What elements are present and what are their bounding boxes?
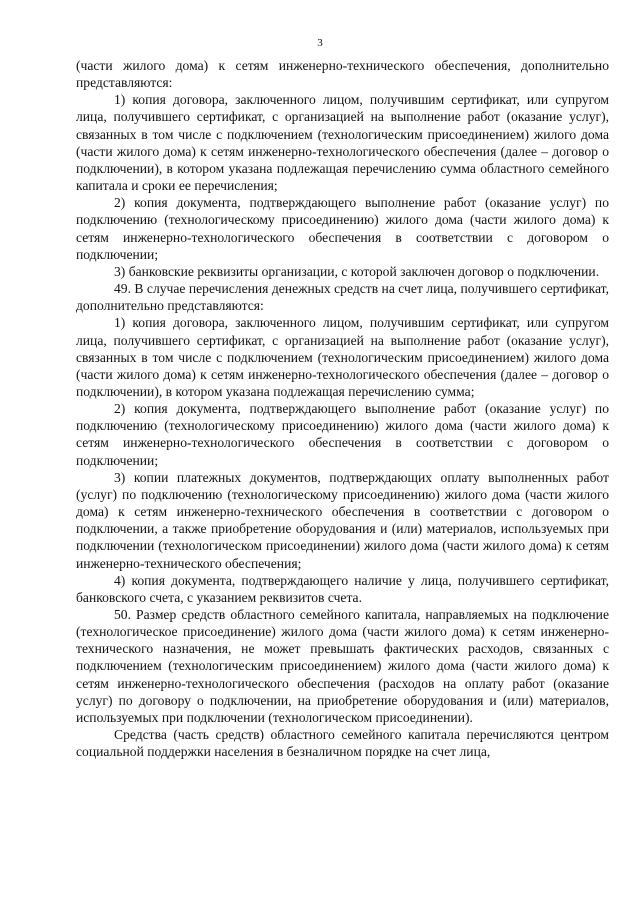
paragraph-49-item-1: 1) копия договора, заключенного лицом, получившим сертификат, или супругом лица, получившего сертификат, с организацией на выполнение работ (оказание услуг), связанных в том числе с подключением (технологическим присоединением) жилого дома (части жилого дома) к сетям инженерно-технологического обеспечения (далее – договор о подключении), в котором указана подлежащая перечислению сумма;: [76, 315, 609, 399]
paragraph-49-item-3: 3) копии платежных документов, подтверждающих оплату выполненных работ (услуг) по подключению (технологическому присоединению) жилого дома (части жилого дома) к сетям инженерно-технического обеспечения в соответствии с договором о подключении, а также приобретение оборудования и (или) материалов, используемых при подключении (технологическом присоединении) жилого дома (части жилого дома) к сетям инженерно-технического обеспечения;: [76, 469, 609, 571]
paragraph-continuation: (части жилого дома) к сетям инженерно-технического обеспечения, дополнительно представляются:: [76, 58, 609, 91]
document-body: [76, 57, 609, 760]
paragraph-49-item-2: 2) копия документа, подтверждающего выполнение работ (оказание услуг) по подключению (технологическому присоединению) жилого дома (части жилого дома) к сетям инженерно-технологического обеспечения в соответствии с договором о подключении;: [76, 401, 609, 468]
paragraph-49-item-4: 4) копия документа, подтверждающего наличие у лица, получившего сертификат, банковского счета, с указанием реквизитов счета.: [76, 572, 609, 605]
page-number: 3: [317, 37, 323, 49]
paragraph-clause-49: 49. В случае перечисления денежных средств на счет лица, получившего сертификат, дополнительно представляются:: [76, 281, 609, 314]
paragraph-item-2: 2) копия документа, подтверждающего выполнение работ (оказание услуг) по подключению (технологическому присоединению) жилого дома (части жилого дома) к сетям инженерно-технологического обеспечения в соответствии с договором о подключении;: [76, 195, 609, 262]
paragraph-clause-50: 50. Размер средств областного семейного капитала, направляемых на подключение (технологическое присоединение) жилого дома (части жилого дома) к сетям инженерно-технического назначения, не может превышать фактических расходов, связанных с подключением (технологическим присоединением) жилого дома (части жилого дома) к сетям инженерно-технологического обеспечения (расходов на оплату работ (оказание услуг) по договору о подключении, на приобретение оборудования и (или) материалов, используемых при подключении (технологическом присоединении).: [76, 607, 609, 725]
paragraph-item-1: 1) копия договора, заключенного лицом, получившим сертификат, или супругом лица, получившего сертификат, с организацией на выполнение работ (оказание услуг), связанных в том числе с подключением (технологическим присоединением) жилого дома (части жилого дома) к сетям инженерно-технологического обеспечения (далее – договор о подключении), в котором указана подлежащая перечислению сумма областного семейного капитала и сроки ее перечисления;: [76, 92, 609, 194]
paragraph-funds-transfer: Средства (часть средств) областного семейного капитала перечисляются центром социальной поддержки населения в безналичном порядке на счет лица,: [76, 727, 609, 760]
paragraph-item-3: 3) банковские реквизиты организации, с которой заключен договор о подключении.: [114, 263, 600, 279]
